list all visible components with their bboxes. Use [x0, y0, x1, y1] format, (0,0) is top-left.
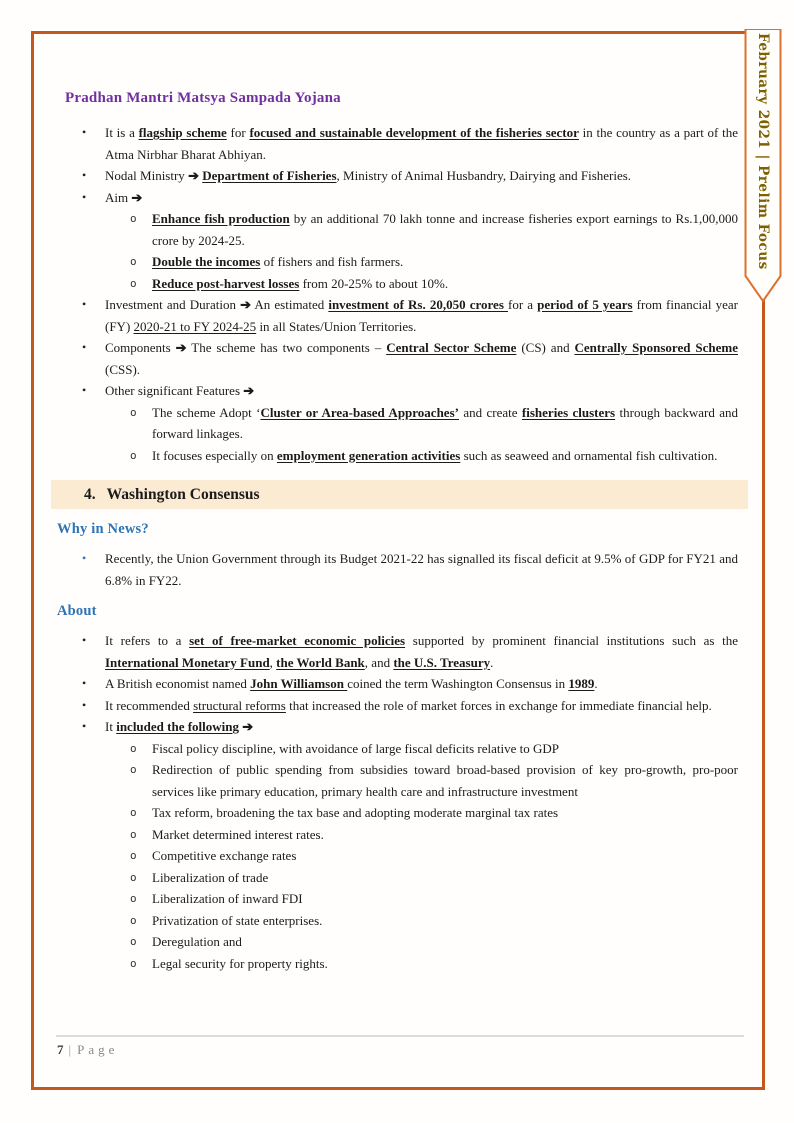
circle-bullet-icon: o — [130, 849, 137, 862]
list-item-text — [105, 380, 738, 402]
circle-bullet-icon: o — [130, 892, 137, 905]
circle-bullet-icon: o — [130, 212, 137, 225]
sub-list-item — [55, 888, 738, 910]
text-segment: ➔ — [243, 383, 255, 398]
list-item-text — [152, 208, 738, 251]
text-segment: structural reforms — [193, 697, 286, 713]
list-item-text — [152, 273, 738, 295]
text-segment: It focuses especially on — [152, 447, 277, 463]
text-segment: John Williamson — [250, 676, 348, 691]
list-item — [55, 165, 738, 187]
text-segment: the World Bank — [276, 654, 365, 670]
list-item-text — [152, 867, 738, 889]
text-segment: the U.S. Treasury — [393, 654, 491, 670]
text-segment: through backward and forward linkages. — [152, 404, 739, 441]
text-segment: It recommended — [105, 697, 194, 713]
page-footer — [57, 1042, 118, 1058]
sub-list-item — [55, 845, 738, 867]
text-segment: such as seaweed and ornamental fish cultivation. — [460, 447, 718, 463]
list-item-text — [152, 931, 738, 953]
list-item — [55, 294, 738, 337]
sub-list-item — [55, 802, 738, 824]
text-segment: in all States/Union Territories. — [256, 318, 417, 334]
text-segment: ➔ — [188, 168, 199, 183]
text-segment: Liberalization of trade — [152, 869, 269, 885]
list-item-text — [152, 251, 738, 273]
circle-bullet-icon: o — [130, 276, 137, 290]
text-segment: ➔ — [175, 340, 187, 355]
text-segment: period of 5 years — [537, 297, 633, 312]
text-segment: from 20-25% to about 10%. — [299, 275, 449, 291]
list-item-text — [152, 402, 738, 445]
page-number: 7 — [57, 1042, 64, 1057]
list-item-text — [152, 738, 738, 760]
text-segment: Nodal Ministry — [105, 168, 189, 183]
list-item-text — [105, 187, 738, 209]
list-item-text — [105, 630, 738, 673]
text-segment: Privatization of state enterprises. — [152, 912, 323, 928]
blocks-container — [55, 122, 738, 974]
text-segment: Centrally Sponsored Scheme — [574, 340, 738, 355]
sub-list-item — [55, 208, 738, 251]
text-segment: Department of Fisheries — [202, 168, 337, 183]
text-segment: Other significant Features — [105, 383, 244, 398]
sub-list-item — [55, 445, 738, 467]
text-segment: It refers to a — [105, 633, 190, 648]
text-segment: investment of Rs. 20,050 crores — [328, 297, 508, 312]
sub-list-item — [55, 953, 738, 975]
bullet-icon: • — [82, 168, 87, 182]
text-segment: Recently, the Union Government through its Budget 2021-22 has signalled its fiscal deficit at 9.5% of GDP for FY21 and 6.8% in FY22. — [105, 551, 738, 588]
text-segment: ➔ — [240, 297, 251, 312]
text-segment: . — [594, 676, 598, 691]
text-segment: , — [269, 654, 277, 670]
text-segment: from financial year (FY) — [105, 297, 738, 334]
text-segment: of fishers and fish farmers. — [260, 254, 404, 269]
list-item — [55, 187, 738, 209]
bullet-icon: • — [82, 189, 87, 204]
circle-bullet-icon: o — [130, 827, 137, 841]
text-segment: Liberalization of inward FDI — [152, 891, 303, 906]
section-title: Washington Consensus — [106, 486, 260, 503]
text-segment: Tax reform, broadening the tax base and adopting moderate marginal tax rates — [152, 805, 559, 820]
circle-bullet-icon: o — [130, 448, 137, 462]
sub-list-item — [55, 273, 738, 295]
list-item-text — [152, 953, 738, 975]
list-item-text — [105, 165, 738, 187]
text-segment: for a — [508, 297, 538, 312]
text-segment: Market determined interest rates. — [152, 826, 324, 842]
bullet-icon: • — [82, 297, 87, 311]
list-item — [55, 548, 738, 591]
text-segment: coined the term Washington Consensus in — [347, 676, 569, 691]
sub-list-item — [55, 931, 738, 953]
text-segment: , Ministry of Animal Husbandry, Dairying and Fisheries. — [336, 168, 632, 183]
bullet-icon: • — [82, 697, 87, 712]
list-item — [55, 380, 738, 402]
text-segment: ➔ — [242, 719, 254, 734]
article-title: Pradhan Mantri Matsya Sampada Yojana — [65, 90, 341, 106]
text-segment: set of free-market economic policies — [189, 633, 406, 648]
text-segment: The scheme has two components – — [186, 340, 387, 355]
text-segment: Double the incomes — [152, 254, 261, 269]
list-item-text — [152, 802, 738, 824]
circle-bullet-icon: o — [130, 806, 137, 819]
text-segment: Enhance fish production — [152, 211, 290, 226]
section-number: 4. — [84, 486, 96, 503]
text-segment: that increased the role of market forces in exchange for immediate financial help. — [285, 697, 712, 713]
footer-divider — [56, 1035, 744, 1037]
text-segment: , and — [364, 654, 394, 670]
list-item — [55, 673, 738, 695]
footer-label: Page — [77, 1042, 119, 1057]
subheading: About — [57, 603, 97, 619]
text-segment: International Monetary Fund — [105, 654, 270, 670]
circle-bullet-icon: o — [130, 935, 137, 948]
circle-bullet-icon: o — [130, 870, 137, 884]
bullet-icon: • — [82, 676, 87, 690]
text-segment: Legal security for property rights. — [152, 955, 328, 971]
circle-bullet-icon: o — [130, 741, 137, 755]
text-segment: An estimated — [251, 297, 329, 312]
text-segment: included the following — [116, 719, 239, 734]
text-segment: Reduce post-harvest losses — [152, 275, 300, 291]
sub-list-item — [55, 867, 738, 889]
sub-list-item — [55, 251, 738, 273]
text-segment: Components — [105, 340, 176, 355]
list-item-text — [105, 673, 738, 695]
text-segment: Competitive exchange rates — [152, 848, 297, 863]
sub-list-item — [55, 402, 738, 445]
sub-list-item — [55, 824, 738, 846]
circle-bullet-icon: o — [130, 956, 137, 970]
list-item-text — [105, 294, 738, 337]
list-item-text — [152, 845, 738, 867]
circle-bullet-icon: o — [130, 913, 137, 927]
text-segment: supported by prominent financial institutions such as the — [405, 633, 739, 648]
text-segment: . — [490, 654, 494, 670]
text-segment: 2020-21 to FY 2024-25 — [133, 318, 257, 334]
text-segment: Cluster or Area-based Approaches’ — [260, 404, 459, 420]
text-segment: It — [105, 719, 117, 734]
text-segment: A British economist named — [105, 676, 251, 691]
text-segment: (CSS). — [105, 361, 141, 377]
text-segment: Central Sector Scheme — [386, 340, 517, 355]
bullet-icon: • — [82, 719, 87, 733]
list-item-text — [105, 716, 738, 738]
text-segment: and create — [458, 404, 522, 420]
ribbon-label: February 2021 | Prelim Focus — [755, 32, 771, 270]
bullet-icon: • — [82, 125, 87, 139]
list-item-text — [105, 548, 738, 591]
sub-list-item — [55, 910, 738, 932]
text-segment: flagship scheme — [138, 125, 227, 140]
sub-list-item — [55, 738, 738, 760]
text-segment: Deregulation and — [152, 934, 242, 949]
bullet-icon: • — [82, 383, 87, 397]
text-segment: in the country as a part of the Atma Nirbhar Bharat Abhiyan. — [105, 125, 738, 162]
list-item — [55, 630, 738, 673]
list-item-text — [152, 759, 738, 802]
text-segment: Fiscal policy discipline, with avoidance of large fiscal deficits relative to GDP — [152, 740, 559, 756]
text-segment: 1989 — [568, 676, 595, 691]
list-item — [55, 337, 738, 380]
list-item — [55, 695, 738, 717]
list-item — [55, 716, 738, 738]
list-item — [55, 122, 738, 165]
sub-list-item — [55, 759, 738, 802]
section-heading-band — [51, 480, 748, 509]
text-segment: The scheme Adopt ‘ — [152, 404, 261, 420]
list-item-text — [105, 122, 738, 165]
text-segment: by an additional 70 lakh tonne and increase fisheries export earnings to Rs.1,00,000 crore by 2024-25. — [152, 211, 739, 248]
text-segment: fisheries clusters — [521, 404, 616, 420]
text-segment: Investment and Duration — [105, 297, 241, 312]
subheading: Why in News? — [57, 521, 149, 537]
text-segment: Redirection of public spending from subsidies toward broad-based provision of key pro-growth, pro-poor services like primary education, primary health care and infrastructure investment — [152, 762, 738, 799]
circle-bullet-icon: o — [130, 405, 137, 419]
text-segment: ➔ — [131, 189, 143, 205]
list-item-text — [105, 695, 738, 717]
text-segment: Aim — [105, 189, 132, 205]
list-item-text — [152, 445, 738, 467]
circle-bullet-icon: o — [130, 763, 137, 776]
sidebar-ribbon — [744, 29, 782, 303]
text-segment: focused and sustainable development of the fisheries sector — [249, 125, 579, 140]
list-item-text — [152, 824, 738, 846]
list-item-text — [152, 888, 738, 910]
list-item-text — [105, 337, 738, 380]
text-segment: (CS) and — [516, 340, 575, 355]
list-item-text — [152, 910, 738, 932]
bullet-icon: • — [82, 633, 87, 647]
text-segment: employment generation activities — [276, 447, 461, 463]
text-segment: It is a — [105, 125, 139, 140]
circle-bullet-icon: o — [130, 255, 137, 268]
footer-separator: | — [68, 1042, 73, 1057]
bullet-icon: • — [82, 340, 87, 354]
text-segment: for — [226, 125, 250, 140]
page-content — [55, 88, 738, 974]
bullet-icon: • — [82, 551, 87, 565]
